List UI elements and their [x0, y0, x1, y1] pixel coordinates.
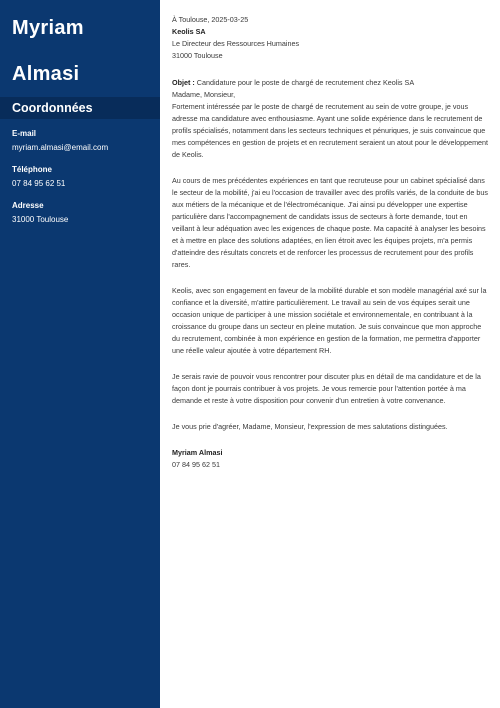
first-name: Myriam	[12, 17, 84, 39]
address-value: 31000 Toulouse	[12, 215, 69, 224]
signature-block	[172, 447, 490, 471]
phone-label: Téléphone	[12, 165, 53, 174]
email-value[interactable]: myriam.almasi@email.com	[12, 143, 109, 152]
email-group	[12, 128, 157, 153]
recipient-block	[172, 26, 490, 62]
letter-date: À Toulouse, 2025-03-25	[172, 15, 249, 24]
subject-text: Candidature pour le poste de chargé de recrutement chez Keolis SA	[194, 78, 415, 87]
recipient-company: Keolis SA	[172, 27, 206, 36]
paragraph-intro: Fortement intéressée par le poste de chargé de recrutement au sein de votre groupe, je vous adresse ma candidature avec enthousiasme. Ayant une solide expérience dans le recrutement de profils spécialisés, notamment dans les secteurs techniques et pénuriques, je suis convaincue que mes compétences en gestion de projets et en recrutement seraient un atout pour le développement de Keolis.	[172, 102, 489, 159]
recipient-person: Le Directeur des Ressources Humaines	[172, 39, 300, 48]
cover-letter-body	[172, 14, 490, 471]
signature-phone: 07 84 95 62 51	[172, 460, 220, 469]
subject-label: Objet :	[172, 78, 195, 87]
letter-subject	[172, 77, 490, 89]
phone-group	[12, 164, 157, 189]
last-name: Almasi	[12, 63, 80, 85]
address-group	[12, 200, 157, 225]
paragraph-experience: Au cours de mes précédentes expériences en tant que recruteuse pour un cabinet spécialisé dans le secteur de la mobilité, j'ai eu l'occasion de travailler avec des profils variés, de la conduite de bus aux métiers de la mécanique et de l'électromécanique. J'ai ainsi pu développer une expertise particulière dans l'accompagnement de candidats issus de secteurs à forte demande, tout en veillant à leur adéquation avec les exigences de chaque poste. Ma capacité à analyser les besoins et à mettre en place des solutions adaptées, en lien étroit avec les équipes projets, m'a permis d'atteindre des résultats concrets et de renforcer les processus de recrutement pour des profils rares.	[172, 176, 488, 269]
paragraph-formula: Je vous prie d'agréer, Madame, Monsieur, l'expression de mes salutations distinguées.	[172, 422, 448, 431]
sidebar	[0, 0, 160, 708]
contact-section-title: Coordonnées	[12, 101, 93, 115]
recipient-city: 31000 Toulouse	[172, 51, 223, 60]
contact-details	[12, 128, 157, 236]
address-label: Adresse	[12, 201, 44, 210]
paragraph-closing: Je serais ravie de pouvoir vous rencontrer pour discuter plus en détail de ma candidature et de la façon dont je pourrais contribuer à vos projets. Je vous remercie pour l'attention portée à ma demande et reste à votre disposition pour convenir d'un entretien à votre convenance.	[172, 372, 481, 405]
paragraph-motivation: Keolis, avec son engagement en faveur de la mobilité durable et son modèle managérial axé sur la confiance et la diversité, m'attire particulièrement. Le travail au sein de vos équipes serait une occasion unique de participer à une mission sociétale et environnementale, en contribuant à la croissance du groupe dans un secteur en pleine mutation. Je suis convaincue que mon approche du recrutement, combinée à mon expérience en gestion de la formation, me permettra d'apporter une réelle valeur ajoutée à votre département RH.	[172, 286, 487, 355]
contact-section-header	[0, 97, 160, 119]
email-label: E-mail	[12, 129, 37, 138]
applicant-name	[0, 0, 160, 86]
signature-name: Myriam Almasi	[172, 448, 223, 457]
salutation: Madame, Monsieur,	[172, 90, 236, 99]
phone-value[interactable]: 07 84 95 62 51	[12, 179, 66, 188]
